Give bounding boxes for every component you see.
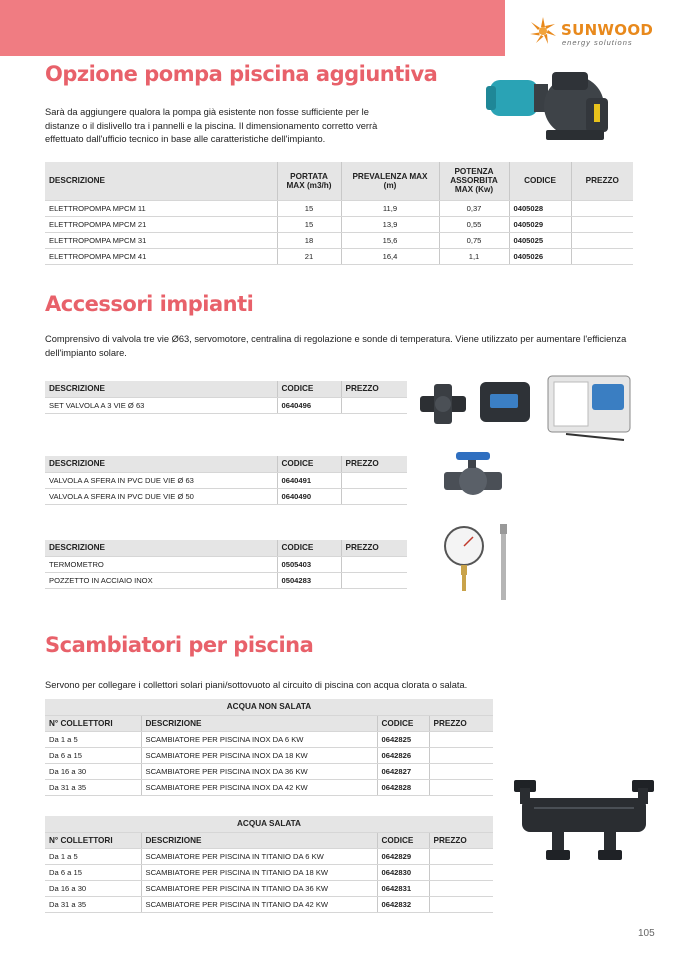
row-codice: 0642825 — [377, 731, 429, 747]
row-desc: SCAMBIATORE PER PISCINA IN TITANIO DA 6 KW — [141, 848, 377, 864]
row-codice: 0505403 — [277, 556, 341, 572]
ball-valve-image — [442, 450, 504, 502]
row-codice: 0504283 — [277, 572, 341, 588]
valve-set-image — [416, 372, 638, 444]
row-codice: 0642827 — [377, 763, 429, 779]
table-row — [45, 731, 493, 747]
row-desc: SCAMBIATORE PER PISCINA INOX DA 6 KW — [141, 731, 377, 747]
header-codice: CODICE — [377, 715, 429, 731]
thermometer-image — [444, 522, 516, 602]
row-collettori: Da 6 a 15 — [45, 864, 141, 880]
sunwood-logo — [528, 16, 668, 50]
caption-non-salata: ACQUA NON SALATA — [45, 699, 493, 715]
row-potenza: 0,75 — [439, 232, 509, 248]
pump-table — [45, 162, 633, 265]
row-prezzo — [429, 848, 493, 864]
table-row — [45, 216, 633, 232]
header-codice: CODICE — [509, 162, 571, 200]
row-desc: VALVOLA A SFERA IN PVC DUE VIE Ø 50 — [45, 488, 277, 504]
table-row — [45, 747, 493, 763]
row-prezzo — [341, 572, 407, 588]
row-codice: 0642829 — [377, 848, 429, 864]
row-codice: 0642828 — [377, 779, 429, 795]
caption-salata: ACQUA SALATA — [45, 816, 493, 832]
header-codice: CODICE — [277, 381, 341, 397]
header-prezzo: PREZZO — [341, 540, 407, 556]
row-prezzo — [571, 248, 633, 264]
header-descrizione: DESCRIZIONE — [141, 832, 377, 848]
table-row — [45, 556, 407, 572]
page-number: 105 — [638, 928, 655, 939]
header-descrizione: DESCRIZIONE — [45, 162, 277, 200]
row-desc: SCAMBIATORE PER PISCINA INOX DA 18 KW — [141, 747, 377, 763]
table-row — [45, 896, 493, 912]
row-codice: 0640491 — [277, 472, 341, 488]
valve-set-table — [45, 381, 407, 414]
row-prezzo — [429, 747, 493, 763]
pump-image — [486, 64, 612, 156]
header-codice: CODICE — [277, 540, 341, 556]
row-desc: POZZETTO IN ACCIAIO INOX — [45, 572, 277, 588]
thermometer-table — [45, 540, 407, 589]
brand-name: SUNWOOD — [561, 21, 654, 39]
row-prezzo — [429, 731, 493, 747]
row-desc: TERMOMETRO — [45, 556, 277, 572]
table-row — [45, 880, 493, 896]
row-desc: VALVOLA A SFERA IN PVC DUE VIE Ø 63 — [45, 472, 277, 488]
row-prevalenza: 16,4 — [341, 248, 439, 264]
row-potenza: 0,55 — [439, 216, 509, 232]
row-codice: 0405026 — [509, 248, 571, 264]
header-collettori: N° COLLETTORI — [45, 715, 141, 731]
row-prevalenza: 11,9 — [341, 200, 439, 216]
row-collettori: Da 6 a 15 — [45, 747, 141, 763]
row-codice: 0642832 — [377, 896, 429, 912]
table-row — [45, 488, 407, 504]
row-codice: 0640490 — [277, 488, 341, 504]
row-portata: 15 — [277, 200, 341, 216]
header-descrizione: DESCRIZIONE — [45, 381, 277, 397]
table-row — [45, 200, 633, 216]
heat-exchanger-image — [512, 768, 656, 864]
row-prezzo — [341, 556, 407, 572]
header-codice: CODICE — [377, 832, 429, 848]
row-codice: 0642830 — [377, 864, 429, 880]
row-portata: 15 — [277, 216, 341, 232]
row-desc: SET VALVOLA A 3 VIE Ø 63 — [45, 397, 277, 413]
header-potenza: POTENZA ASSORBITA MAX (Kw) — [439, 162, 509, 200]
non-salt-table — [45, 699, 493, 796]
header-descrizione: DESCRIZIONE — [45, 456, 277, 472]
row-prezzo — [571, 216, 633, 232]
row-codice: 0640496 — [277, 397, 341, 413]
row-prezzo — [429, 779, 493, 795]
row-potenza: 1,1 — [439, 248, 509, 264]
row-prezzo — [341, 397, 407, 413]
row-prezzo — [429, 763, 493, 779]
row-desc: SCAMBIATORE PER PISCINA IN TITANIO DA 36 KW — [141, 880, 377, 896]
row-collettori: Da 16 a 30 — [45, 763, 141, 779]
header-prezzo: PREZZO — [429, 832, 493, 848]
table-row — [45, 779, 493, 795]
row-codice: 0405025 — [509, 232, 571, 248]
row-desc: ELETTROPOMPA MPCM 31 — [45, 232, 277, 248]
row-desc: ELETTROPOMPA MPCM 41 — [45, 248, 277, 264]
section1-description: Sarà da aggiungere qualora la pompa già esistente non fosse sufficiente per le distanze o il dislivello tra i pannelli e la piscina. Il dimensionamento corretto verrà effettuato dall'ufficio tecnico in base alle caratteristiche dell'impianto. — [45, 107, 378, 144]
header-prezzo: PREZZO — [429, 715, 493, 731]
row-collettori: Da 1 a 5 — [45, 731, 141, 747]
row-desc: ELETTROPOMPA MPCM 21 — [45, 216, 277, 232]
row-desc: SCAMBIATORE PER PISCINA INOX DA 36 KW — [141, 763, 377, 779]
header-prevalenza: PREVALENZA MAX (m) — [341, 162, 439, 200]
row-prezzo — [429, 880, 493, 896]
header-band — [0, 0, 505, 56]
row-codice: 0405028 — [509, 200, 571, 216]
row-prezzo — [429, 896, 493, 912]
header-portata: PORTATA MAX (m3/h) — [277, 162, 341, 200]
row-desc: SCAMBIATORE PER PISCINA IN TITANIO DA 42 KW — [141, 896, 377, 912]
salt-table — [45, 816, 493, 913]
row-collettori: Da 31 a 35 — [45, 779, 141, 795]
row-codice: 0642826 — [377, 747, 429, 763]
row-portata: 21 — [277, 248, 341, 264]
table-row — [45, 572, 407, 588]
section2-description: Comprensivo di valvola tre vie Ø63, servomotore, centralina di regolazione e sonde di temperatura. Viene utilizzato per aumentare l'efficienza dell'impianto solare. — [45, 334, 627, 358]
row-prezzo — [341, 488, 407, 504]
row-desc: SCAMBIATORE PER PISCINA IN TITANIO DA 18 KW — [141, 864, 377, 880]
row-codice: 0405029 — [509, 216, 571, 232]
ball-valve-table — [45, 456, 407, 505]
row-portata: 18 — [277, 232, 341, 248]
table-row — [45, 763, 493, 779]
header-prezzo: PREZZO — [341, 381, 407, 397]
header-collettori: N° COLLETTORI — [45, 832, 141, 848]
row-desc: SCAMBIATORE PER PISCINA INOX DA 42 KW — [141, 779, 377, 795]
row-codice: 0642831 — [377, 880, 429, 896]
section1-title: Opzione pompa piscina aggiuntiva — [45, 62, 438, 86]
row-collettori: Da 31 a 35 — [45, 896, 141, 912]
row-prezzo — [341, 472, 407, 488]
section3-description: Servono per collegare i collettori solari piani/sottovuoto al circuito di piscina con acqua clorata o salata. — [45, 680, 468, 690]
row-prezzo — [571, 200, 633, 216]
section3-title: Scambiatori per piscina — [45, 633, 314, 657]
row-collettori: Da 1 a 5 — [45, 848, 141, 864]
table-row — [45, 232, 633, 248]
sun-logo-icon — [528, 16, 558, 46]
row-prezzo — [429, 864, 493, 880]
brand-tagline: energy solutions — [562, 38, 633, 47]
table-row — [45, 397, 407, 413]
header-descrizione: DESCRIZIONE — [45, 540, 277, 556]
section2-title: Accessori impianti — [45, 292, 254, 316]
table-row — [45, 848, 493, 864]
header-descrizione: DESCRIZIONE — [141, 715, 377, 731]
row-potenza: 0,37 — [439, 200, 509, 216]
header-prezzo: PREZZO — [571, 162, 633, 200]
table-row — [45, 248, 633, 264]
header-prezzo: PREZZO — [341, 456, 407, 472]
row-collettori: Da 16 a 30 — [45, 880, 141, 896]
row-prevalenza: 13,9 — [341, 216, 439, 232]
row-desc: ELETTROPOMPA MPCM 11 — [45, 200, 277, 216]
row-prezzo — [571, 232, 633, 248]
header-codice: CODICE — [277, 456, 341, 472]
table-row — [45, 472, 407, 488]
table-row — [45, 864, 493, 880]
row-prevalenza: 15,6 — [341, 232, 439, 248]
